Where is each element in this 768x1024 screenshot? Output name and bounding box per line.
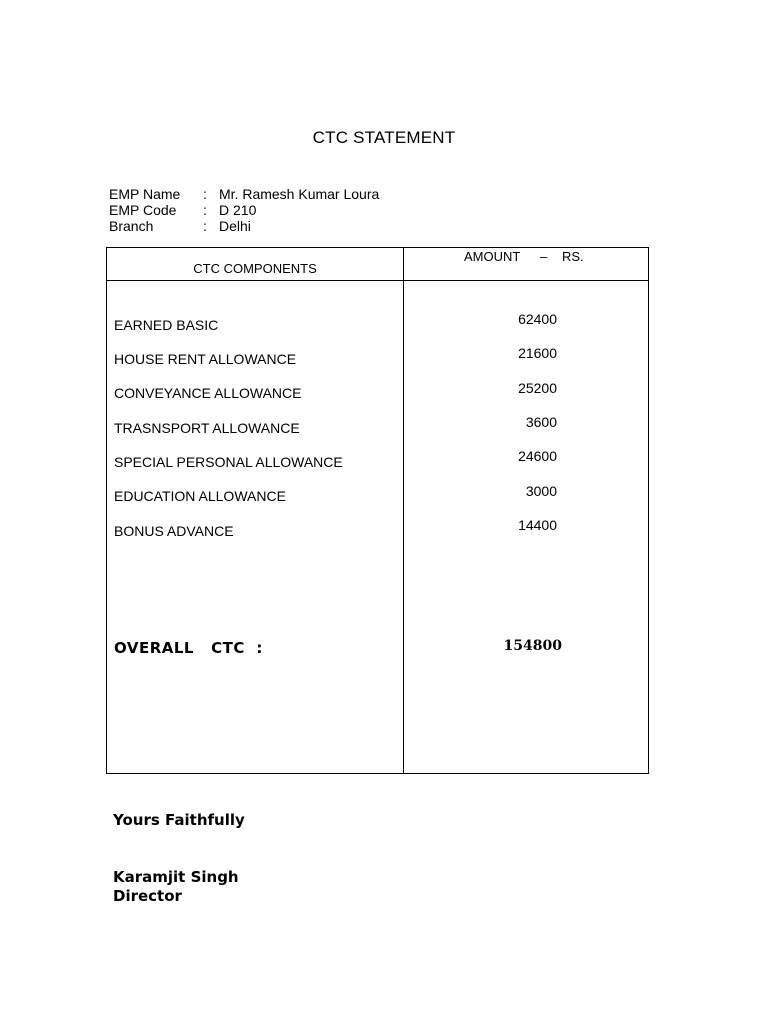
emp-code-separator: : xyxy=(203,202,207,218)
component-amount: 62400 xyxy=(518,311,557,327)
signatory-title: Director xyxy=(113,887,182,905)
component-label: CONVEYANCE ALLOWANCE xyxy=(114,385,302,401)
component-label: EDUCATION ALLOWANCE xyxy=(114,488,286,504)
employee-info xyxy=(109,186,379,234)
employee-branch-row xyxy=(109,218,379,234)
component-amount: 14400 xyxy=(518,517,557,533)
emp-name-label: EMP Name xyxy=(109,186,181,202)
amount-header-label: AMOUNT xyxy=(464,249,521,264)
emp-code-value: D 210 xyxy=(219,202,257,218)
signatory-name: Karamjit Singh xyxy=(113,868,239,886)
overall-ctc-label: OVERALL CTC : xyxy=(114,639,263,657)
component-amount: 3000 xyxy=(525,483,557,499)
header-divider xyxy=(107,280,648,281)
branch-value: Delhi xyxy=(219,218,251,234)
branch-label: Branch xyxy=(109,218,154,234)
overall-ctc-amount: 154800 xyxy=(503,638,562,654)
amount-header-currency: RS. xyxy=(562,249,584,264)
components-header: CTC COMPONENTS xyxy=(193,261,317,276)
emp-name-value: Mr. Ramesh Kumar Loura xyxy=(219,186,380,202)
branch-separator: : xyxy=(203,218,207,234)
emp-name-separator: : xyxy=(203,186,207,202)
closing-salutation: Yours Faithfully xyxy=(113,811,245,829)
page-title: CTC STATEMENT xyxy=(312,128,456,147)
component-amount: 25200 xyxy=(518,380,557,396)
component-label: EARNED BASIC xyxy=(114,317,219,333)
component-amount: 3600 xyxy=(525,414,557,430)
ctc-table xyxy=(106,247,649,774)
component-amount: 24600 xyxy=(518,448,557,464)
component-amount: 21600 xyxy=(518,345,557,361)
component-label: SPECIAL PERSONAL ALLOWANCE xyxy=(114,454,343,470)
amount-header-dash: – xyxy=(540,249,548,264)
component-label: HOUSE RENT ALLOWANCE xyxy=(114,351,297,367)
emp-code-label: EMP Code xyxy=(109,202,177,218)
employee-code-row xyxy=(109,202,379,218)
component-label: TRASNSPORT ALLOWANCE xyxy=(114,420,300,436)
column-divider xyxy=(403,248,404,773)
component-label: BONUS ADVANCE xyxy=(114,523,234,539)
employee-name-row xyxy=(109,186,379,202)
